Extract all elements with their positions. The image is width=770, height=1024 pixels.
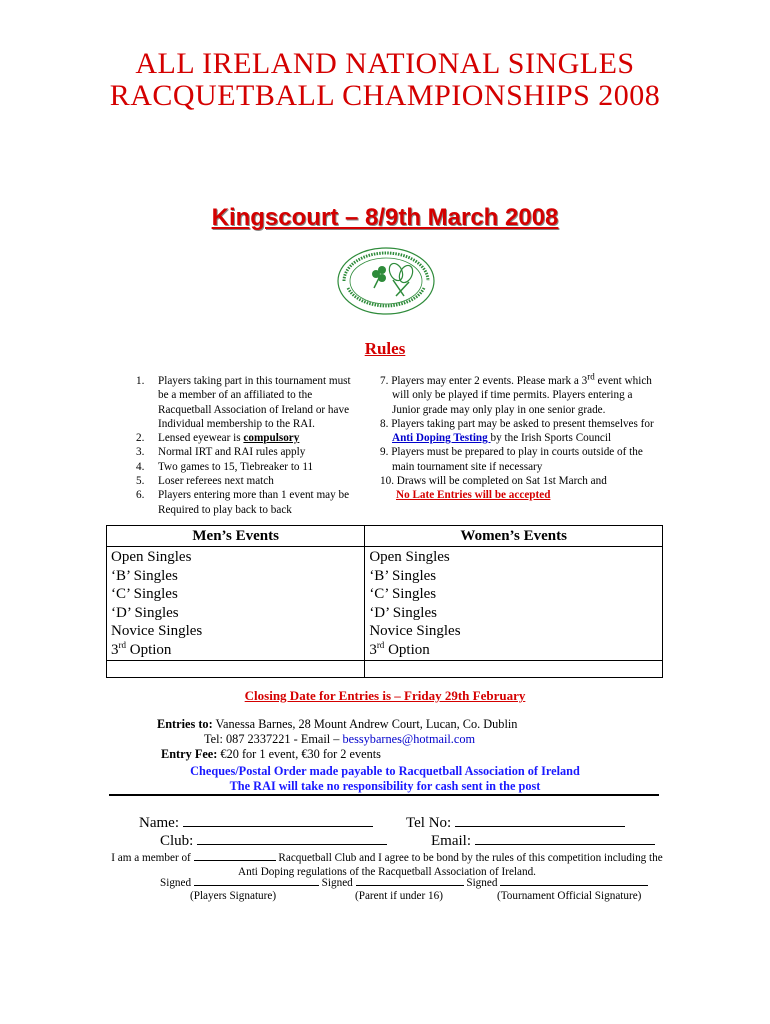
rule-item: 2. Lensed eyewear is compulsory [136,432,300,445]
email-input-line[interactable] [475,832,655,845]
rule-item: 5. Loser referees next match [136,475,274,488]
official-signature-label: (Tournament Official Signature) [497,890,642,902]
entry-fee-line: Entry Fee: €20 for 1 event, €30 for 2 events [161,747,381,761]
closing-date: Closing Date for Entries is – Friday 29th February [244,688,526,703]
tel-field[interactable]: Tel No: [406,814,625,832]
rules-left-column [122,374,362,517]
entries-block [157,717,677,762]
cheques-line: Cheques/Postal Order made payable to Racquetball Association of Ireland [190,764,580,778]
compulsory-emphasis: compulsory [243,432,300,445]
event-location-date: Kingscourt – 8/9th March 2008 [211,204,559,231]
list-item: ‘B’ Singles [111,567,178,584]
rule-item: 3. Normal IRT and RAI rules apply [136,446,306,459]
anti-doping-link[interactable]: Anti Doping Testing [392,432,491,445]
email-link[interactable]: bessybarnes@hotmail.com [342,732,476,746]
rules-right-column [380,371,660,503]
list-item: ‘C’ Singles [111,586,178,602]
rule-item: 4. Two games to 15, Tiebreaker to 11 [136,460,314,473]
divider [109,794,659,796]
entries-contact-line: Tel: 087 2337221 - Email – bessybarnes@hotmail.com [204,732,476,746]
no-responsibility-line: The RAI will take no responsibility for cash sent in the post [229,779,541,793]
club-input-line[interactable] [197,832,387,845]
mens-events-header: Men’s Events [107,526,365,547]
entries-address-line: Entries to: Vanessa Barnes, 28 Mount Andrew Court, Lucan, Co. Dublin [157,717,518,731]
rule-item: 1. Players taking part in this tournament must be a member of an affiliated to the Racquetball Association of Ireland or have Individual membership to the RAI. [136,375,351,430]
list-item: Open Singles [111,549,192,565]
rule-item: 10. Draws will be completed on Sat 1st March and [380,475,607,488]
club-field[interactable]: Club: [160,832,387,850]
list-item: ‘C’ Singles [369,586,437,602]
list-item: 3rd Option [369,639,430,658]
mens-events-list [107,547,365,661]
womens-events-list [365,547,663,661]
official-signature-line[interactable] [500,876,648,886]
rule-item: 7. Players may enter 2 events. Please mark a 3rd event which will only be played if time permits. Players entering a Junior grade may only play in one senior grade. [380,371,652,416]
list-item: ‘D’ Singles [111,604,179,621]
list-item: 3rd Option [111,639,172,658]
list-item: Open Singles [369,549,450,565]
list-item: ‘B’ Singles [369,567,437,584]
signature-lines: Signed Signed Signed [160,876,648,889]
list-item: Novice Singles [369,623,461,639]
membership-declaration: I am a member of Racquetball Club and I agree to be bond by the rules of this competition including the Anti Doping regulations of the Racquetball Association of Ireland. [111,852,663,878]
player-signature-label: (Players Signature) [190,890,277,902]
tel-input-line[interactable] [455,814,625,827]
player-signature-line[interactable] [194,876,319,886]
rule-item: 8. Players taking part may be asked to present themselves for Anti Doping Testing by the Irish Sports Council [380,417,654,445]
list-item: ‘D’ Singles [369,604,437,621]
rai-logo [336,246,436,316]
rule-item: 6. Players entering more than 1 event may be Required to play back to back [136,489,350,516]
blank-cell [365,661,663,678]
email-field[interactable]: Email: [431,832,655,850]
parent-signature-label: (Parent if under 16) [355,890,443,902]
payment-notice [0,764,770,794]
name-field[interactable]: Name: [139,814,373,832]
title-line-2: RACQUETBALL CHAMPIONSHIPS 2008 [109,79,661,112]
list-item: Novice Singles [111,623,203,639]
title-line-1: ALL IRELAND NATIONAL SINGLES [135,47,635,80]
no-late-entries-notice: No Late Entries will be accepted [396,489,551,502]
womens-events-header: Women’s Events [365,526,663,547]
parent-signature-line[interactable] [356,876,464,886]
blank-cell [107,661,365,678]
club-name-input-line[interactable] [194,851,276,861]
name-input-line[interactable] [183,814,373,827]
rule-item: 9. Players must be prepared to play in courts outside of the main tournament site if necessary [380,446,643,473]
rules-heading: Rules [364,339,406,358]
page-title [0,48,770,112]
events-table [106,525,663,678]
